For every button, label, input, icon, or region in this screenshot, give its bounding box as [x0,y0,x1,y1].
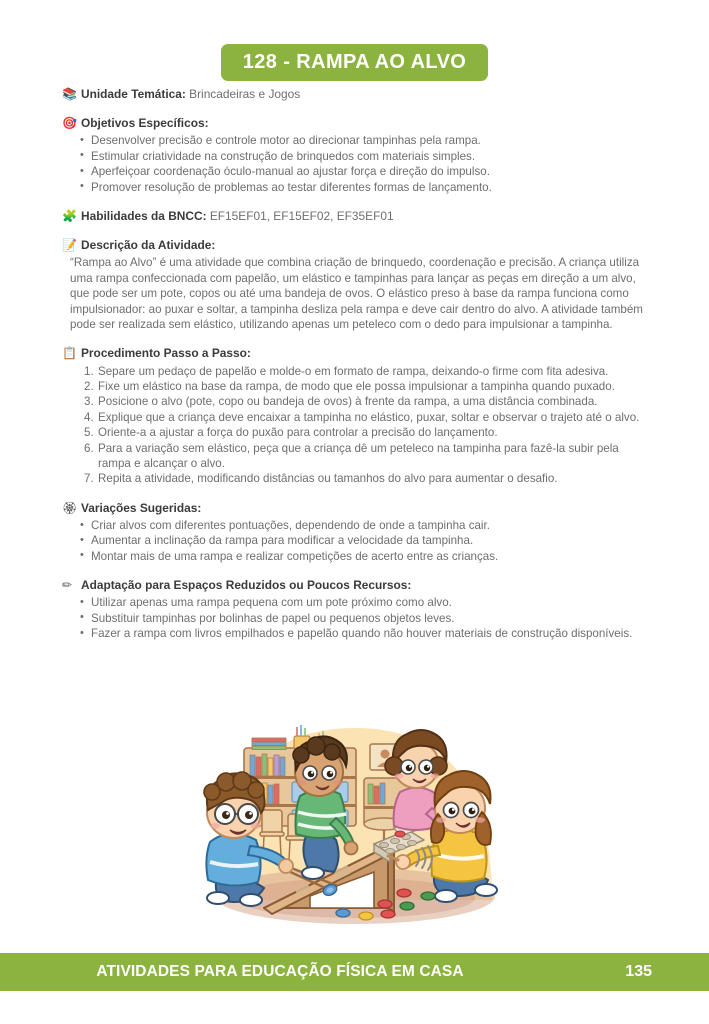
variacoes-heading [62,500,648,516]
list-item: Oriente-a a ajustar a força do puxão para controlar a precisão do lançamento. [98,426,498,440]
section-procedimento [62,345,648,486]
list-item: • Aumentar a inclinação da rampa para modificar a velocidade da tampinha. [91,533,648,548]
footer-page-number: 135 [625,963,652,980]
list-item: • Fazer a rampa com livros empilhados e papelão quando não houver materiais de construção disponíveis. [91,626,648,641]
list-item: • Montar mais de uma rampa e realizar competições de acerto entre as crianças. [91,549,648,564]
children-playing-ramp-target-illustration [188,700,522,928]
list-item: Explique que a criança deve encaixar a tampinha no elástico, puxar, soltar e observar o trajeto até o alvo. [98,410,640,424]
memo-icon: 📝 [62,238,77,253]
list-item: • Promover resolução de problemas ao testar diferentes formas de lançamento. [91,180,648,195]
unidade-tematica-heading [62,86,648,102]
bncc-heading [62,208,648,224]
adaptacao-heading [62,577,648,593]
section-descricao-atividade [62,237,648,332]
list-item: • Substituir tampinhas por bolinhas de papel ou pequenos objetos leves. [91,611,648,626]
list-item: Fixe um elástico na base da rampa, de modo que ele possa impulsionar a tampinha quando puxado. [98,380,615,393]
variacoes-label: Variações Sugeridas: [81,500,202,515]
procedimento-heading [62,345,648,361]
bncc-label [81,208,394,224]
list-item: Posicione o alvo (pote, copo ou bandeja de ovos) à frente da rampa, a uma distância combinada. [98,395,598,409]
rosette-icon: 🏵 [62,500,78,515]
target-icon: 🎯 [62,116,77,131]
page-title: 128 - RAMPA AO ALVO [221,44,489,81]
section-objetivos-especificos [62,115,648,195]
list-item: • Criar alvos com diferentes pontuações, dependendo de onde a tampinha cair. [91,518,648,533]
bncc-value: EF15EF01, EF15EF02, EF35EF01 [209,209,394,223]
list-item: • Desenvolver precisão e controle motor ao direcionar tampinhas pela rampa. [91,133,648,148]
section-adaptacao [62,577,648,641]
unidade-tematica-value: Brincadeiras e Jogos [189,87,301,101]
document-content [62,86,648,642]
list-item: • Aperfeiçoar coordenação óculo-manual ao ajustar força e direção do impulso. [91,164,648,179]
descricao-paragraph: “Rampa ao Alvo” é uma atividade que combina criação de brinquedo, coordenação e precisão. A criança utiliza uma rampa confeccionada com papelão, um elástico e tampinhas para lançar as peças em direção a um alvo, que pode ser um pote, copos ou até uma bandeja de ovos. O elástico preso à base da rampa funciona como impulsionador: ao puxar e soltar, a tampinha desliza pela rampa e deve cair dentro do alvo. A atividade também pode ser realizada sem elástico, utilizando apenas um peteleco com o dedo para impulsionar a tampinha. [70,256,643,331]
unidade-tematica-label-text: Unidade Temática: [81,87,186,101]
footer-inner [0,953,709,991]
descricao-heading [62,237,648,253]
list-item: Separe um pedaço de papelão e molde-o em formato de rampa, deixando-o firme com fita adesiva. [98,364,609,378]
bncc-label-text: Habilidades da BNCC: [81,209,207,223]
descricao-label: Descrição da Atividade: [81,238,216,253]
procedimento-label: Procedimento Passo a Passo: [81,346,251,361]
procedimento-list [62,364,648,487]
list-item: Para a variação sem elástico, peça que a criança dê um peteleco na tampinha para fazê-la subir pela rampa e alcançar o alvo. [98,441,619,471]
objetivos-heading [62,115,648,131]
adaptacao-list [62,595,648,641]
list-item: • Utilizar apenas uma rampa pequena com um pote próximo como alvo. [91,595,648,610]
objetivos-list [62,133,648,195]
illustration-container [0,694,709,934]
pencil-icon: ✏ [62,578,73,593]
page-title-container [0,44,709,81]
illustration-svg [188,700,522,928]
footer-title: ATIVIDADES PARA EDUCAÇÃO FÍSICA EM CASA [96,963,464,980]
list-item: Repita a atividade, modificando distâncias ou tamanhos do alvo para aumentar o desafio. [98,472,558,486]
adaptacao-label: Adaptação para Espaços Reduzidos ou Poucos Recursos: [81,578,412,593]
puzzle-piece-icon: 🧩 [62,209,77,223]
unidade-tematica-label [81,86,300,102]
section-variacoes-sugeridas [62,500,648,564]
clipboard-icon: 📋 [62,346,77,361]
objetivos-label: Objetivos Específicos: [81,116,209,131]
page-footer [0,953,709,991]
section-unidade-tematica [62,86,648,102]
variacoes-list [62,518,648,564]
section-habilidades-bncc [62,208,648,224]
books-icon: 📚 [62,87,77,101]
list-item: • Estimular criatividade na construção de brinquedos com materiais simples. [91,149,648,164]
